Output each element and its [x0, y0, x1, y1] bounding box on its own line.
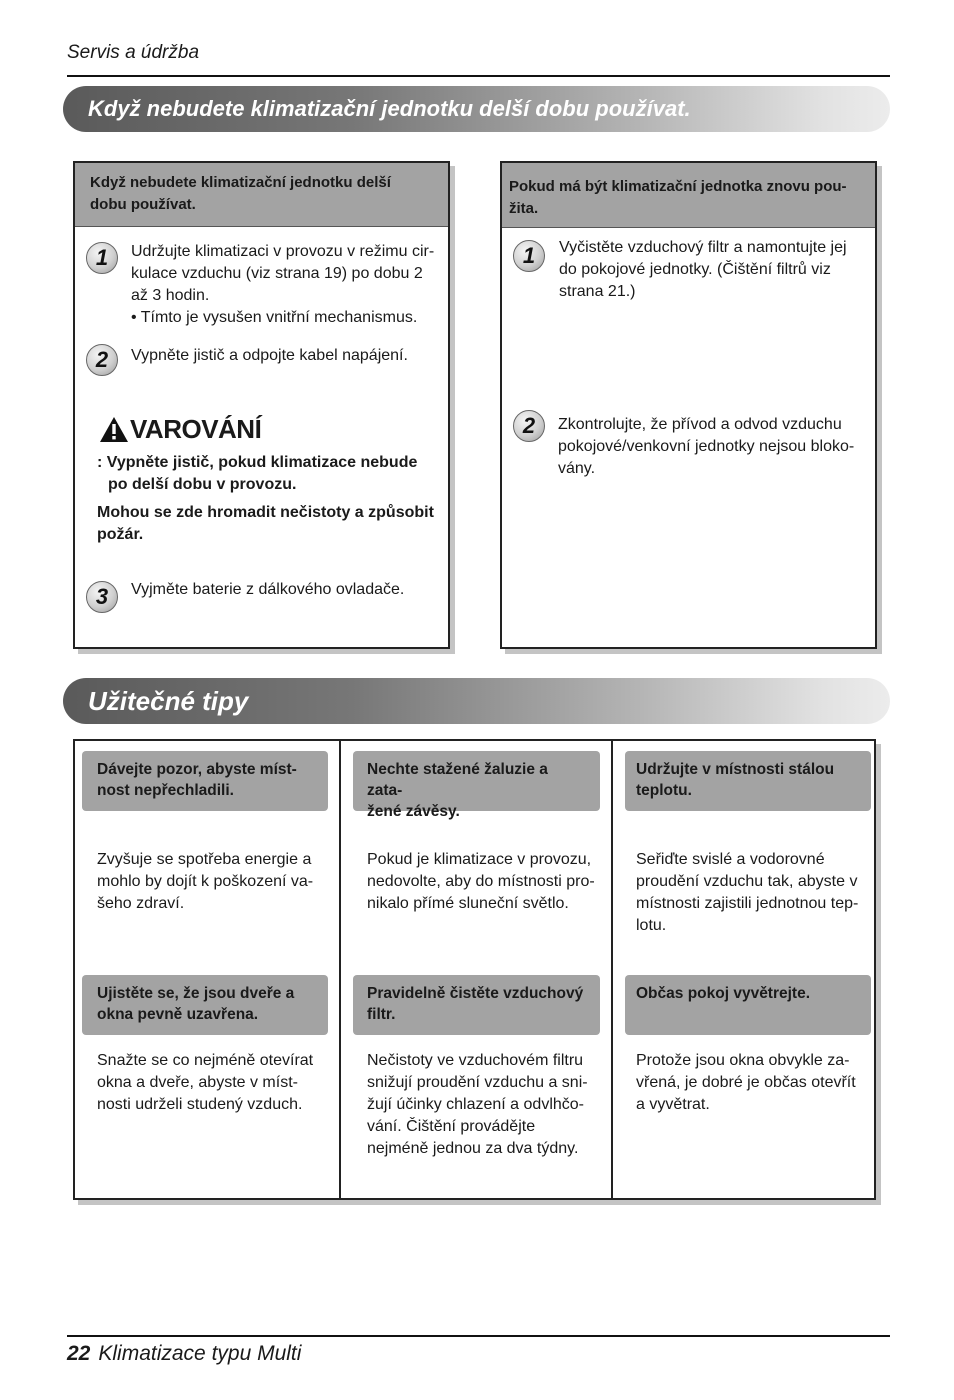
page-footer: [67, 1342, 301, 1366]
section-banner-tips: [63, 678, 890, 724]
tip-label-line: Ujistěte se, že jsou dveře a: [97, 985, 295, 1002]
step-text: [131, 579, 446, 601]
page-number: 22: [67, 1342, 91, 1365]
tip-body-line: Snažte se co nejméně otevírat: [97, 1052, 314, 1069]
step-text: [131, 345, 446, 367]
footer-rule: [67, 1335, 890, 1337]
tip-body-line: Zvyšuje se spotřeba energie a: [97, 851, 312, 868]
step-line: do pokojové jednotky. (Čištění filtrů viz: [559, 261, 831, 278]
footer-title: Klimatizace typu Multi: [98, 1342, 302, 1365]
tip-body-line: mohlo by dojít k poškození va-: [97, 873, 314, 890]
step-text: [131, 241, 446, 329]
step-line: Vypněte jistič a odpojte kabel napájení.: [131, 347, 408, 364]
tip-body: [367, 1050, 603, 1160]
tip-body: [97, 849, 329, 915]
warning-triangle-icon: [99, 416, 129, 443]
tip-body: [636, 849, 868, 937]
step-line: vány.: [558, 460, 596, 477]
tip-label-line: Udržujte v místnosti stálou: [636, 761, 835, 778]
running-header: Servis a údržba: [67, 42, 200, 63]
tip-label: [353, 751, 600, 820]
box-heading: [502, 163, 875, 228]
step-line: až 3 hodin.: [131, 287, 210, 304]
tip-body-line: proudění vzduchu tak, abyste v: [636, 873, 858, 890]
box-heading-line: dobu používat.: [90, 196, 196, 213]
tip-body: [97, 1050, 329, 1116]
step-number-badge: 1: [86, 242, 118, 274]
tip-label-line: teplotu.: [636, 782, 692, 799]
section-title: Užitečné tipy: [88, 686, 249, 716]
step-line: Zkontrolujte, že přívod a odvod vzduchu: [558, 416, 842, 433]
warning-text: Mohou se zde hromadit nečistoty a způsobit: [97, 504, 434, 521]
tip-body: [636, 1050, 868, 1116]
header-rule: [67, 75, 890, 77]
tip-body: [367, 849, 603, 915]
tip-body-line: vání. Čištění provádějte: [367, 1118, 536, 1135]
tip-label-line: žené závěsy.: [367, 803, 460, 820]
section-banner-storage: [63, 86, 890, 132]
tip-body-line: Protože jsou okna obvykle za-: [636, 1052, 850, 1069]
tip-label-line: okna pevně uzavřena.: [97, 1006, 259, 1023]
tip-body-line: místnosti zajistili jednotnou tep-: [636, 895, 859, 912]
tip-label: [353, 975, 600, 1035]
tip-body-line: žují účinky chlazení a odvlhčo-: [367, 1096, 584, 1113]
tip-body-line: vřená, je dobré je občas otevřít: [636, 1074, 856, 1091]
tip-label: [82, 975, 328, 1035]
box-heading-line: Když nebudete klimatizační jednotku delší: [90, 174, 391, 191]
tip-label-line: nost nepřechladili.: [97, 782, 234, 799]
warning-title: VAROVÁNÍ: [130, 414, 262, 444]
tips-grid: [73, 739, 876, 1200]
tip-body-line: Pokud je klimatizace v provozu,: [367, 851, 592, 868]
section-title: Když nebudete klimatizační jednotku delší dobu používat.: [88, 96, 691, 121]
tip-body-line: šeho zdraví.: [97, 895, 185, 912]
step-number-badge: 2: [86, 344, 118, 376]
tip-body-line: nejméně jednou za dva týdny.: [367, 1140, 579, 1157]
warning-text: po delší dobu v provozu.: [108, 476, 297, 493]
tip-body-line: a vyvětrat.: [636, 1096, 710, 1113]
step-text: [559, 237, 871, 303]
tip-body-line: Seřiďte svislé a vodorovné: [636, 851, 825, 868]
tip-body-line: Nečistoty ve vzduchovém filtru: [367, 1052, 584, 1069]
column-divider: [339, 741, 341, 1198]
step-text: [558, 414, 873, 480]
box-heading-line: žita.: [509, 200, 539, 217]
tip-label: [625, 751, 871, 811]
step-line: • Tímto je vysušen vnitřní mechanismus.: [131, 309, 418, 326]
step-line: Vyjměte baterie z dálkového ovladače.: [131, 581, 405, 598]
tip-body-line: okna a dveře, abyste v míst-: [97, 1074, 298, 1091]
step-line: strana 21.): [559, 283, 636, 300]
column-divider: [611, 741, 613, 1198]
tip-label-line: Občas pokoj vyvětrejte.: [636, 985, 811, 1002]
tip-label: [625, 975, 871, 1035]
tip-body-line: snižují proudění vzduchu a sni-: [367, 1074, 588, 1091]
tip-body-line: nosti udrželi studený vzduch.: [97, 1096, 303, 1113]
tip-label: [82, 751, 328, 811]
box-heading: [75, 163, 448, 227]
tip-body-line: nedovolte, aby do místnosti pro-: [367, 873, 595, 890]
tip-label-line: Pravidelně čistěte vzduchový: [367, 985, 584, 1002]
step-line: Udržujte klimatizaci v provozu v režimu cir-: [131, 243, 435, 260]
step-number-badge: 2: [513, 410, 545, 442]
step-line: pokojové/venkovní jednotky nejsou bloko-: [558, 438, 855, 455]
tip-label-line: filtr.: [367, 1006, 396, 1023]
step-number-badge: 1: [513, 240, 545, 272]
step-line: Vyčistěte vzduchový filtr a namontujte jej: [559, 239, 847, 256]
box-heading-line: Pokud má být klimatizační jednotka znovu pou-: [509, 178, 847, 195]
step-line: kulace vzduchu (viz strana 19) po dobu 2: [131, 265, 423, 282]
tip-label-line: Nechte stažené žaluzie a zata-: [367, 761, 548, 799]
warning-text: požár.: [97, 526, 144, 543]
step-number-badge: 3: [86, 581, 118, 613]
reuse-instructions-box: [500, 161, 877, 649]
tip-body-line: nikalo přímé sluneční světlo.: [367, 895, 569, 912]
warning-text: : Vypněte jistič, pokud klimatizace nebude: [97, 454, 418, 471]
storage-instructions-box: [73, 161, 450, 649]
tip-body-line: lotu.: [636, 917, 667, 934]
tip-label-line: Dávejte pozor, abyste míst-: [97, 761, 297, 778]
